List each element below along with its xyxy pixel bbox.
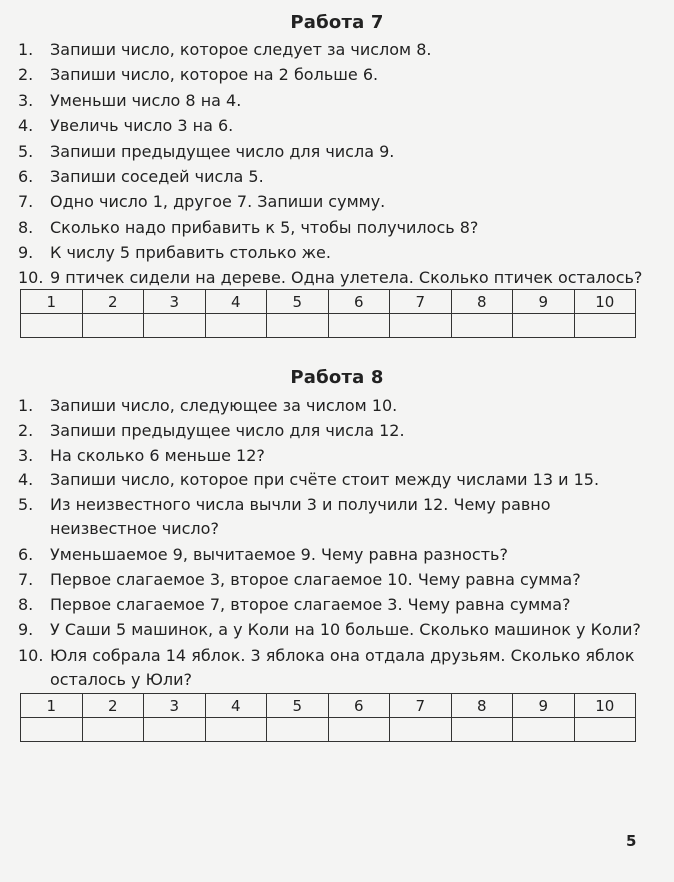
work8-question-6: [18, 543, 508, 567]
answer-table-header-row: [21, 694, 636, 718]
work7-question-5: [18, 140, 394, 164]
work8-title: Работа 8: [290, 367, 384, 388]
answer-header-cell: 6: [328, 694, 390, 718]
question-number: 8.: [18, 218, 34, 237]
question-text: У Саши 5 машинок, а у Коли на 10 больше. Сколько машинок у Коли?: [50, 620, 641, 639]
answer-cell[interactable]: [390, 718, 452, 742]
answer-cell[interactable]: [328, 718, 390, 742]
answer-table-input-row: [21, 718, 636, 742]
work8-question-2: [18, 419, 405, 443]
question-number: 2.: [18, 421, 34, 440]
question-number: 7.: [18, 192, 34, 211]
question-text: Увеличь число 3 на 6.: [50, 116, 234, 135]
answer-header-cell: 7: [390, 290, 452, 314]
work8-question-1: [18, 394, 397, 418]
work7-question-3: [18, 89, 241, 113]
question-number: 1.: [18, 396, 34, 415]
answer-header-cell: 8: [451, 290, 513, 314]
question-text: К числу 5 прибавить столько же.: [50, 243, 331, 262]
question-text: Запиши число, которое на 2 больше 6.: [50, 65, 379, 84]
question-text: Запиши соседей числа 5.: [50, 167, 264, 186]
answer-cell[interactable]: [574, 718, 636, 742]
answer-header-cell: 10: [574, 290, 636, 314]
question-number: 2.: [18, 65, 34, 84]
question-number: 9.: [18, 243, 34, 262]
question-text: Уменьши число 8 на 4.: [50, 91, 242, 110]
question-number: 3.: [18, 446, 34, 465]
answer-cell[interactable]: [574, 314, 636, 338]
question-number: 5.: [18, 495, 34, 514]
work8-question-4: [18, 468, 599, 492]
answer-cell[interactable]: [513, 718, 575, 742]
work8-question-9: [18, 618, 641, 642]
question-text: На сколько 6 меньше 12?: [50, 446, 265, 465]
answer-header-cell: 9: [513, 290, 575, 314]
answer-cell[interactable]: [144, 718, 206, 742]
answer-header-cell: 5: [267, 694, 329, 718]
answer-cell[interactable]: [21, 718, 83, 742]
work7-question-4: [18, 114, 233, 138]
answer-cell[interactable]: [144, 314, 206, 338]
page-number: 5: [626, 832, 637, 850]
question-number: 10.: [18, 268, 44, 287]
answer-header-cell: 2: [82, 290, 144, 314]
question-number: 4.: [18, 470, 34, 489]
answer-cell[interactable]: [82, 718, 144, 742]
work8-question-10: [18, 644, 636, 692]
answer-table-input-row: [21, 314, 636, 338]
question-text: Юля собрала 14 яблок. 3 яблока она отдала друзьям. Сколько яблок осталось у Юли?: [50, 646, 635, 689]
answer-cell[interactable]: [21, 314, 83, 338]
question-text: Первое слагаемое 3, второе слагаемое 10. Чему равна сумма?: [50, 570, 581, 589]
work8-question-3: [18, 444, 265, 468]
question-text: Запиши предыдущее число для числа 9.: [50, 142, 395, 161]
work7-title: Работа 7: [290, 12, 384, 33]
work7-question-10: [18, 266, 642, 290]
question-text: Запиши число, которое при счёте стоит между числами 13 и 15.: [50, 470, 600, 489]
question-text: Запиши число, следующее за числом 10.: [50, 396, 398, 415]
answer-header-cell: 9: [513, 694, 575, 718]
question-number: 1.: [18, 40, 34, 59]
work7-answer-table: [20, 289, 636, 338]
answer-cell[interactable]: [205, 718, 267, 742]
question-number: 7.: [18, 570, 34, 589]
question-number: 8.: [18, 595, 34, 614]
question-text: Первое слагаемое 7, второе слагаемое 3. Чему равна сумма?: [50, 595, 571, 614]
question-text: Уменьшаемое 9, вычитаемое 9. Чему равна разность?: [50, 545, 508, 564]
question-text: Сколько надо прибавить к 5, чтобы получилось 8?: [50, 218, 479, 237]
work7-question-1: [18, 38, 431, 62]
answer-header-cell: 4: [205, 694, 267, 718]
answer-header-cell: 1: [21, 694, 83, 718]
answer-header-cell: 8: [451, 694, 513, 718]
answer-header-cell: 1: [21, 290, 83, 314]
question-text: 9 птичек сидели на дереве. Одна улетела. Сколько птичек осталось?: [50, 268, 643, 287]
question-number: 5.: [18, 142, 34, 161]
answer-header-cell: 2: [82, 694, 144, 718]
question-number: 9.: [18, 620, 34, 639]
answer-cell[interactable]: [267, 718, 329, 742]
work8-answer-table: [20, 693, 636, 742]
answer-cell[interactable]: [82, 314, 144, 338]
answer-table-header-row: [21, 290, 636, 314]
work8-question-7: [18, 568, 581, 592]
answer-header-cell: 10: [574, 694, 636, 718]
answer-cell[interactable]: [328, 314, 390, 338]
answer-header-cell: 6: [328, 290, 390, 314]
answer-cell[interactable]: [267, 314, 329, 338]
question-text: Одно число 1, другое 7. Запиши сумму.: [50, 192, 386, 211]
answer-header-cell: 4: [205, 290, 267, 314]
work7-question-9: [18, 241, 331, 265]
question-number: 4.: [18, 116, 34, 135]
question-number: 6.: [18, 545, 34, 564]
answer-header-cell: 3: [144, 290, 206, 314]
answer-cell[interactable]: [451, 314, 513, 338]
answer-cell[interactable]: [205, 314, 267, 338]
work8-question-8: [18, 593, 571, 617]
work7-question-8: [18, 216, 478, 240]
work7-question-6: [18, 165, 264, 189]
question-text: Из неизвестного числа вычли 3 и получили 12. Чему равно неизвестное число?: [50, 495, 551, 538]
answer-header-cell: 7: [390, 694, 452, 718]
work7-question-7: [18, 190, 385, 214]
answer-header-cell: 3: [144, 694, 206, 718]
answer-cell[interactable]: [390, 314, 452, 338]
answer-cell[interactable]: [451, 718, 513, 742]
question-number: 3.: [18, 91, 34, 110]
question-number: 10.: [18, 646, 44, 665]
question-text: Запиши предыдущее число для числа 12.: [50, 421, 405, 440]
answer-header-cell: 5: [267, 290, 329, 314]
answer-cell[interactable]: [513, 314, 575, 338]
work8-question-5: [18, 493, 636, 541]
work7-question-2: [18, 63, 378, 87]
question-text: Запиши число, которое следует за числом 8.: [50, 40, 432, 59]
question-number: 6.: [18, 167, 34, 186]
